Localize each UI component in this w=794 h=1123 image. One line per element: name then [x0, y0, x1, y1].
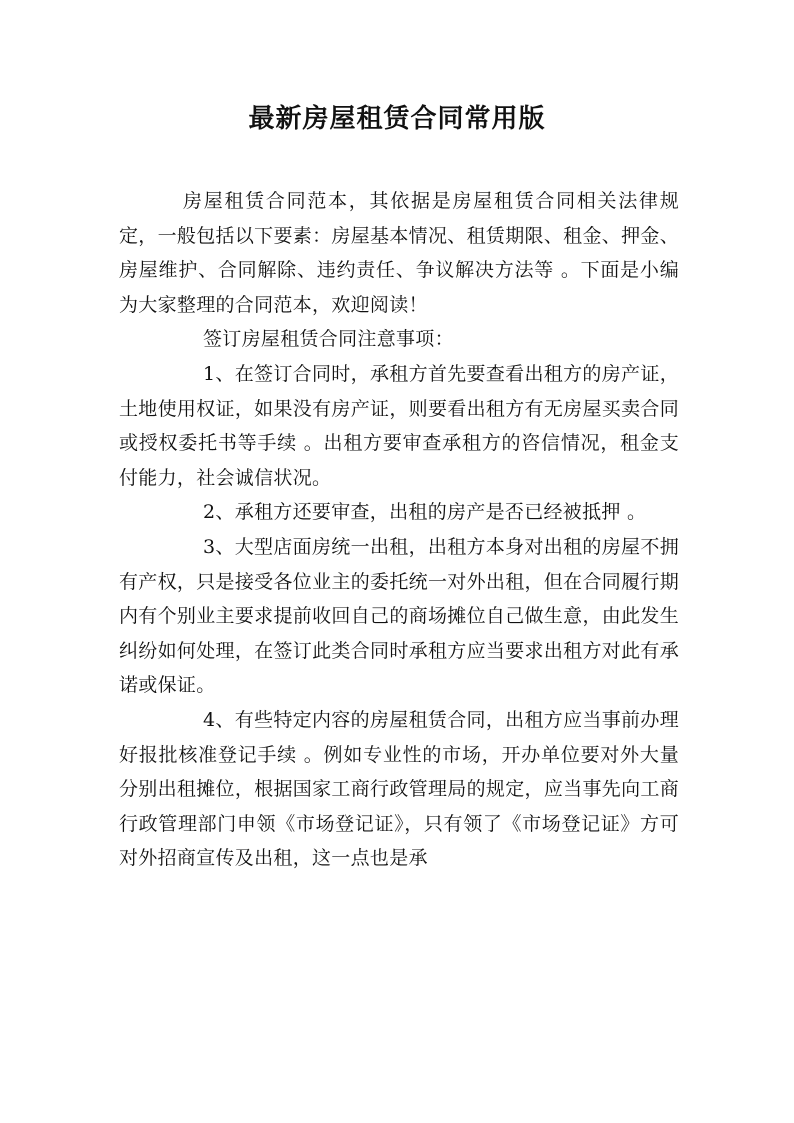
list-item: 3、大型店面房统一出租，出租方本身对出租的房屋不拥有产权，只是接受各位业主的委托统一对外出租，但在合同履行期内有个别业主要求提前收回自己的商场摊位自己做生意，由此发生纠纷如何处理，在签订此类合同时承租方应当要求出租方对此有承诺或保证。 — [119, 535, 679, 697]
document-title: 最新房屋租赁合同常用版 — [248, 104, 546, 134]
document-body — [119, 184, 679, 876]
notes-heading: 签订房屋租赁合同注意事项： — [203, 328, 454, 351]
list-item: 2、承租方还要审查，出租的房产是否已经被抵押 。 — [203, 501, 647, 524]
intro-paragraph: 房屋租赁合同范本，其依据是房屋租赁合同相关法律规定，一般包括以下要素：房屋基本情况、租赁期限、租金、押金、房屋维护、合同解除、违约责任、争议解决方法等 。下面是小编为大家整理的合同范本，欢迎阅读！ — [119, 190, 679, 316]
list-item: 4、有些特定内容的房屋租赁合同，出租方应当事前办理好报批核准登记手续 。例如专业性的市场，开办单位要对外大量分别出租摊位，根据国家工商行政管理局的规定，应当事先向工商行政管理部门申领《市场登记证》，只有领了《市场登记证》方可对外招商宣传及出租，这一点也是承 — [119, 708, 679, 870]
list-item: 1、在签订合同时，承租方首先要查看出租方的房产证，土地使用权证，如果没有房产证，则要看出租方有无房屋买卖合同或授权委托书等手续 。出租方要审查承租方的咨信情况，租金支付能力，社会诚信状况。 — [119, 362, 679, 489]
